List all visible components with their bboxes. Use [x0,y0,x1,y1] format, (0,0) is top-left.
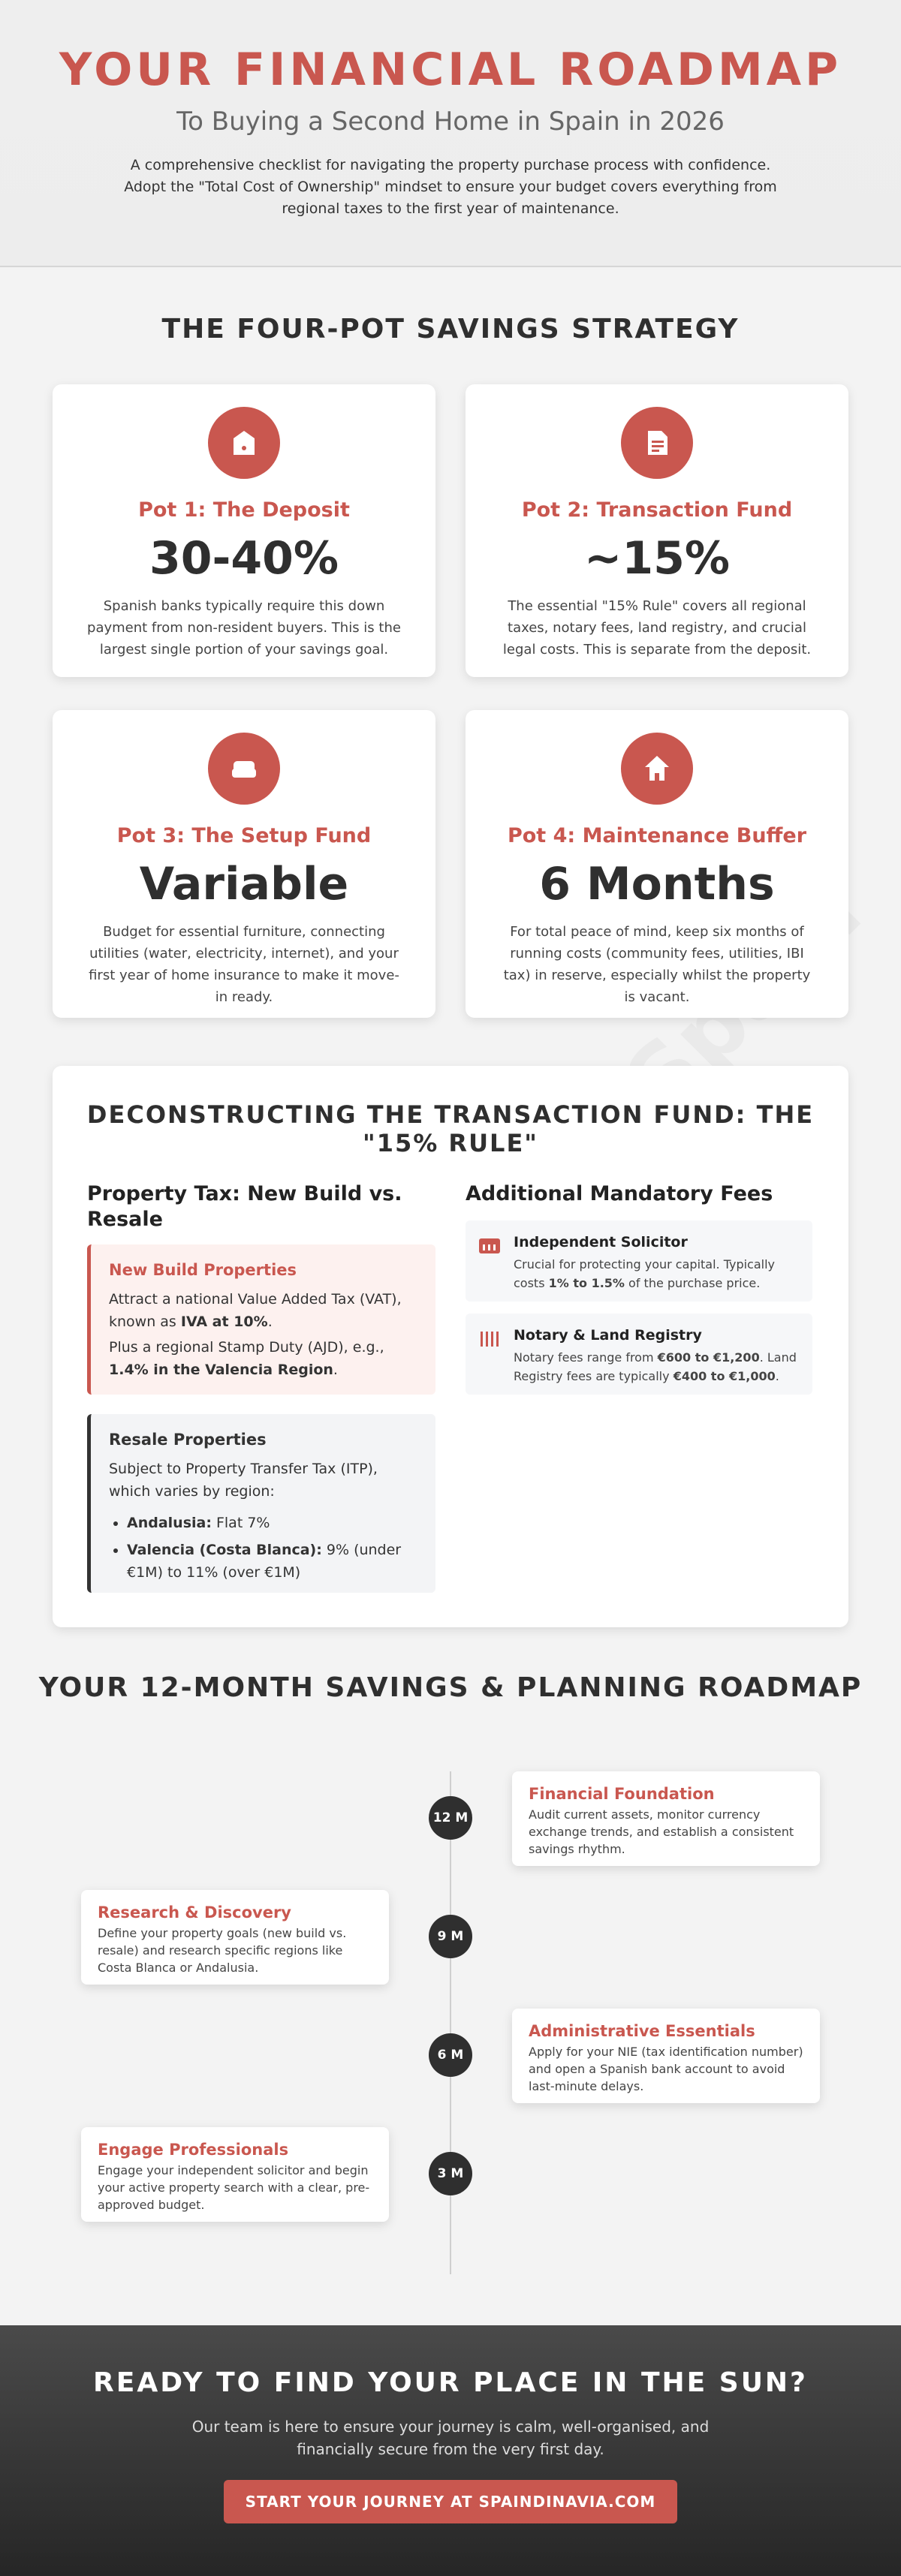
footer-title: READY TO FIND YOUR PLACE IN THE SUN? [93,2367,808,2398]
milestone-card [81,2127,389,2222]
pot-value: 6 Months [539,858,775,910]
timeline-node: 6 M [429,2033,472,2077]
vat-rate: IVA at 10% [180,1314,268,1330]
pot-title: Pot 1: The Deposit [138,498,350,522]
pot-value: 30-40% [149,532,339,585]
new-build-title: New Build Properties [109,1261,297,1279]
page-title: YOUR FINANCIAL ROADMAP [59,44,842,96]
timeline-line [450,1771,451,2274]
home-shield-icon [621,733,693,805]
text-span: Attract a national Value Added Tax (VAT), known as [109,1291,402,1330]
pot-card-maintenance [466,710,848,1018]
page-subtitle: To Buying a Second Home in Spain in 2026 [176,107,725,137]
pot-card-setup [53,710,435,1018]
text-span: . Land Registry fees are typically [514,1350,797,1383]
region-label: Andalusia: [127,1515,212,1531]
bank-icon [479,1237,500,1255]
pot-title: Pot 2: Transaction Fund [521,498,793,522]
milestone-text: Engage your independent solicitor and begin your active property search with a clear, pre-approved budget. [98,2163,370,2212]
fee-amount: €400 to €1,000 [673,1369,776,1383]
pot-title: Pot 3: The Setup Fund [116,824,372,847]
property-tax-heading: Property Tax: New Build vs. Resale [87,1182,402,1231]
text-span: Crucial for protecting your capital. Typically costs [514,1257,776,1290]
text-span: . [333,1362,338,1378]
hero [0,0,901,267]
text-span: of the purchase price. [624,1276,761,1290]
fee-title: Independent Solicitor [514,1234,688,1250]
milestone-title: Financial Foundation [529,1785,715,1803]
milestone-text: Apply for your NIE (tax identification number) and open a Spanish bank account to avoid last-minute delays. [529,2045,803,2093]
fee-solicitor [466,1220,812,1302]
milestone-card [512,1771,820,1866]
pot-value: ~15% [584,532,730,585]
text-span: Plus a regional Stamp Duty (AJD), e.g., [109,1339,384,1356]
sofa-icon [208,733,280,805]
milestone-card [81,1890,389,1985]
registry-icon [479,1330,500,1348]
timeline-node: 9 M [429,1915,472,1958]
resale-region-list [109,1512,417,1584]
pot-value: Variable [139,858,349,910]
text-span: Notary fees range from [514,1350,658,1365]
fee-title: Notary & Land Registry [514,1327,702,1344]
pot-description: For total peace of mind, keep six months of running costs (community fees, utilities, IBI tax) in reserve, especially whilst the property is vacant. [503,924,811,1005]
roadmap-title: YOUR 12-MONTH SAVINGS & PLANNING ROADMAP [38,1672,863,1703]
region-value: 9% (under €1M) to 11% (over €1M) [127,1542,402,1581]
timeline-node: 12 M [429,1796,472,1840]
list-item [127,1539,417,1584]
ajd-rate: 1.4% in the Valencia Region [109,1362,333,1378]
fee-amount: €600 to €1,200 [657,1350,760,1365]
savings-title: THE FOUR-POT SAVINGS STRATEGY [161,314,740,345]
start-journey-button[interactable]: START YOUR JOURNEY AT SPAINDINAVIA.COM [224,2480,677,2523]
intro-text: A comprehensive checklist for navigating the property purchase process with confidence. Adopt the "Total Cost of Ownership" mindset to ensure your budget covers everything from regional taxes to the first year of maintenance. [124,157,777,217]
house-icon [208,407,280,479]
transaction-fund-panel [53,1066,848,1627]
milestone-title: Engage Professionals [98,2141,289,2159]
fees-heading: Additional Mandatory Fees [466,1182,773,1205]
resale-intro: Subject to Property Transfer Tax (ITP), which varies by region: [109,1461,378,1500]
document-icon [621,407,693,479]
fee-text [514,1255,797,1293]
list-item [127,1512,417,1534]
resale-title: Resale Properties [109,1431,267,1449]
pot-description: The essential "15% Rule" covers all regional taxes, notary fees, land registry, and crucial legal costs. This is separate from the deposit. [502,598,812,658]
milestone-text: Define your property goals (new build vs. resale) and research specific regions like Costa Blanca or Andalusia. [98,1926,347,1975]
milestone-text: Audit current assets, monitor currency exchange trends, and establish a consistent savings rhythm. [529,1807,794,1856]
timeline-node: 3 M [429,2152,472,2195]
milestone-title: Research & Discovery [98,1903,291,1921]
milestone-card [512,2009,820,2103]
text-span: . [267,1314,273,1330]
pot-title: Pot 4: Maintenance Buffer [507,824,807,847]
fee-amount: 1% to 1.5% [548,1276,625,1290]
footer-cta-section [0,2325,901,2576]
new-build-box [87,1244,435,1395]
pot-description: Spanish banks typically require this down payment from non-resident buyers. This is the largest single portion of your savings goal. [87,598,401,658]
milestone-title: Administrative Essentials [529,2022,755,2040]
text-span: . [775,1369,779,1383]
region-value: Flat 7% [211,1515,270,1531]
new-build-vat [109,1288,417,1333]
footer-subtext: Our team is here to ensure your journey is calm, well-organised, and financially secure from the very first day. [191,2418,710,2458]
fund-title: DECONSTRUCTING THE TRANSACTION FUND: THE "15% RULE" [86,1100,815,1157]
pot-description: Budget for essential furniture, connecting utilities (water, electricity, internet), and your first year of home insurance to make it move-in ready. [89,924,399,1005]
pot-card-deposit [53,384,435,677]
pot-card-transaction [466,384,848,677]
region-label: Valencia (Costa Blanca): [127,1542,322,1558]
fee-text [514,1348,797,1386]
fee-notary [466,1314,812,1395]
new-build-ajd [109,1336,417,1381]
resale-box [87,1414,435,1593]
